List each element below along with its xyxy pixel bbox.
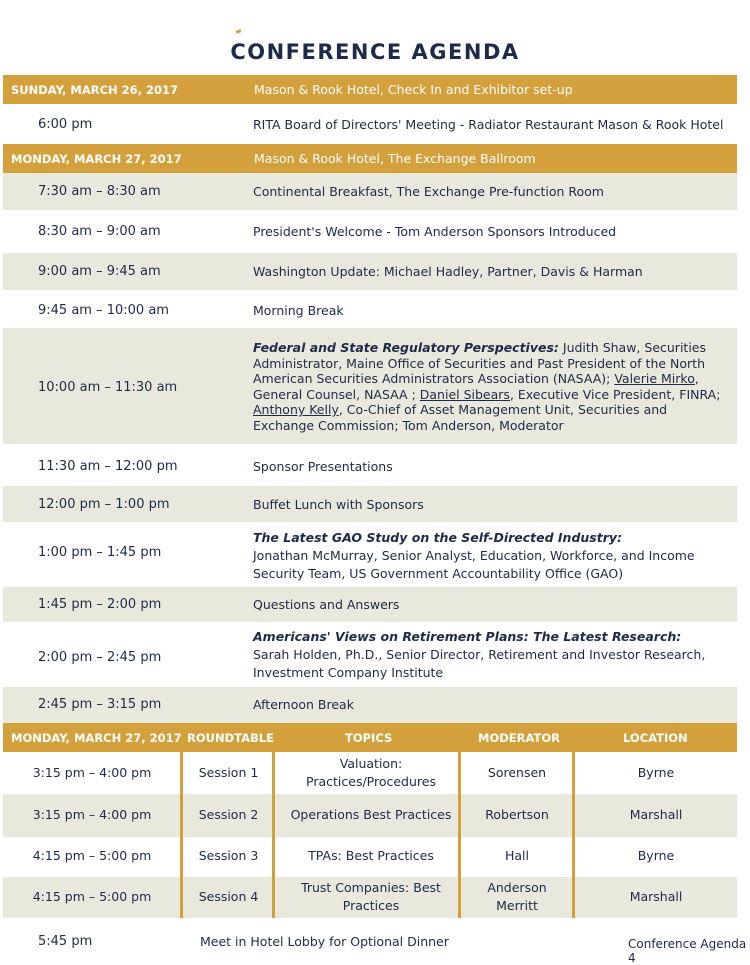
roundtable-header (3, 723, 737, 752)
agenda-time: 8:30 am – 9:00 am (38, 224, 161, 239)
session-title: Federal and State Regulatory Perspectives: (253, 340, 559, 355)
footer-text: Meet in Hotel Lobby for Optional Dinner (200, 934, 449, 949)
agenda-row (3, 622, 737, 687)
agenda-text: Morning Break (253, 303, 344, 318)
roundtable-row (3, 752, 737, 794)
agenda-row (3, 328, 737, 444)
agenda-time: 1:00 pm – 1:45 pm (38, 545, 162, 560)
agenda-row (3, 253, 737, 290)
agenda-text: Buffet Lunch with Sponsors (253, 497, 424, 512)
agenda-time: 7:30 am – 8:30 am (38, 184, 161, 199)
roundtable-row (3, 877, 737, 918)
page-number-label: Conference Agenda 4 (628, 937, 747, 965)
column-divider (180, 752, 183, 918)
speaker-text: , General Counsel, NASAA ; (253, 371, 699, 402)
day-description: Mason & Rook Hotel, The Exchange Ballroom (254, 151, 536, 166)
agenda-text: Washington Update: Michael Hadley, Partner, Davis & Harman (253, 264, 643, 279)
roundtable-location: Marshall (629, 889, 683, 904)
agenda-row (3, 687, 737, 723)
roundtable-topic: TPAs: Best Practices (308, 848, 434, 863)
roundtable-col-header: ROUNDTABLE (187, 731, 274, 745)
session-title: The Latest GAO Study on the Self-Directed Industry: (253, 530, 623, 545)
column-divider (572, 752, 575, 918)
roundtable-location: Marshall (629, 807, 683, 822)
moderator-col-header: MODERATOR (478, 731, 560, 745)
agenda-time: 9:00 am – 9:45 am (38, 264, 161, 279)
speaker-name: Anthony Kelly (253, 402, 339, 417)
agenda-row (3, 290, 737, 328)
roundtable-time: 4:15 pm – 5:00 pm (32, 848, 152, 863)
roundtable-moderator: Robertson (485, 807, 549, 822)
roundtable-session: Session 4 (198, 889, 259, 904)
agenda-text: Afternoon Break (253, 697, 354, 712)
roundtable-time: 4:15 pm – 5:00 pm (32, 889, 152, 904)
session-title: Americans' Views on Retirement Plans: The Latest Research: (253, 629, 682, 644)
agenda-time: 10:00 am – 11:30 am (38, 380, 178, 395)
day-header-sunday (3, 75, 737, 104)
speaker-text: Jonathan McMurray, Senior Analyst, Education, Workforce, and Income Security Team, US Government Accountability Office (GAO) (253, 548, 695, 581)
agenda-text: Questions and Answers (253, 597, 400, 612)
roundtable-session: Session 1 (198, 765, 259, 780)
decorative-mark (236, 29, 242, 34)
roundtable-date-header: MONDAY, MARCH 27, 2017 (11, 731, 182, 745)
agenda-time: 2:45 pm – 3:15 pm (38, 697, 162, 712)
agenda-time: 2:00 pm – 2:45 pm (38, 650, 162, 665)
agenda-text: Sponsor Presentations (253, 459, 393, 474)
roundtable-moderator: Sorensen (487, 765, 547, 780)
roundtable-moderator: Anderson Merritt (487, 880, 547, 913)
agenda-text (253, 628, 731, 682)
roundtable-time: 3:15 pm – 4:00 pm (32, 807, 152, 822)
location-col-header: LOCATION (623, 731, 688, 745)
agenda-time: 12:00 pm – 1:00 pm (38, 497, 170, 512)
column-divider (458, 752, 461, 918)
agenda-row (3, 587, 737, 622)
footer-time: 5:45 pm (38, 934, 93, 949)
agenda-text: Continental Breakfast, The Exchange Pre-function Room (253, 184, 604, 199)
day-header-monday (3, 144, 737, 173)
roundtable-location: Byrne (637, 765, 675, 780)
roundtable-topic: Valuation: Practices/Procedures (306, 756, 436, 789)
speaker-text: , Co-Chief of Asset Management Unit, Securities and Exchange Commission; Tom Anderson, Moderator (253, 402, 668, 433)
day-date: MONDAY, MARCH 27, 2017 (11, 152, 182, 166)
agenda-row (3, 444, 737, 486)
agenda-text (253, 340, 731, 433)
agenda-time: 1:45 pm – 2:00 pm (38, 597, 162, 612)
speaker-name: Daniel Sibears (419, 386, 510, 402)
day-description: Mason & Rook Hotel, Check In and Exhibitor set-up (254, 82, 573, 97)
agenda-row (3, 173, 737, 210)
speaker-text: Judith Shaw, Securities Administrator, Maine Office of Securities and Past President of the North American Securities Administrators Association (NASAA); (253, 340, 706, 386)
speaker-text: , Executive Vice President, FINRA; (509, 386, 721, 402)
topics-col-header: TOPICS (345, 731, 393, 745)
page-title: CONFERENCE AGENDA (230, 40, 520, 64)
speaker-text: Sarah Holden, Ph.D., Senior Director, Retirement and Investor Research, Investment Company Institute (253, 647, 706, 680)
agenda-time: 9:45 am – 10:00 am (38, 303, 169, 318)
roundtable-topic: Trust Companies: Best Practices (301, 880, 441, 913)
agenda-row (3, 486, 737, 522)
agenda-text (253, 529, 731, 583)
roundtable-time: 3:15 pm – 4:00 pm (32, 765, 152, 780)
agenda-time: 11:30 am – 12:00 pm (38, 459, 178, 474)
roundtable-row (3, 837, 737, 877)
roundtable-row (3, 794, 737, 837)
speaker-name: Valerie Mirko (614, 371, 695, 386)
agenda-time: 6:00 pm (38, 117, 93, 132)
agenda-row (3, 522, 737, 587)
roundtable-session: Session 3 (198, 848, 259, 863)
agenda-row (3, 104, 737, 143)
agenda-row (3, 210, 737, 253)
day-date: SUNDAY, MARCH 26, 2017 (11, 83, 179, 97)
agenda-text: RITA Board of Directors' Meeting - Radiator Restaurant Mason & Rook Hotel (253, 117, 724, 132)
column-divider (272, 752, 275, 918)
agenda-text: President's Welcome - Tom Anderson Sponsors Introduced (253, 224, 617, 239)
roundtable-moderator: Hall (504, 848, 529, 863)
roundtable-topic: Operations Best Practices (290, 807, 452, 822)
roundtable-session: Session 2 (198, 807, 259, 822)
roundtable-location: Byrne (637, 848, 675, 863)
